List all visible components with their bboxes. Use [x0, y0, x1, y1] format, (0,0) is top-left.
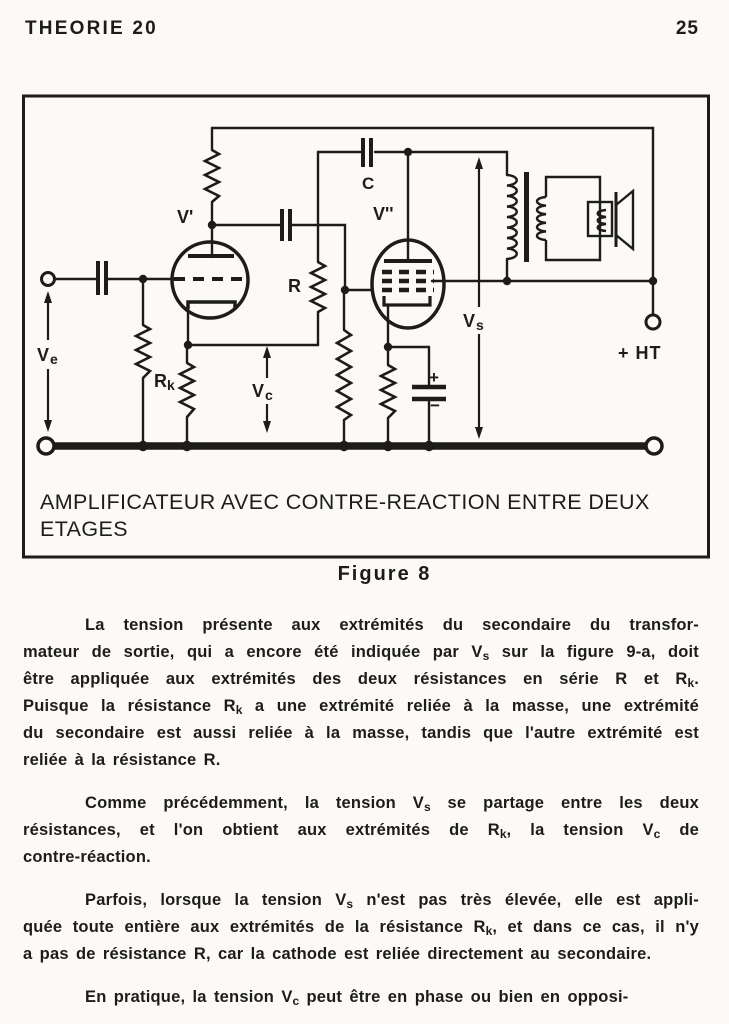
page-header-title: THEORIE 20 [25, 18, 158, 39]
diagram-labels [37, 174, 662, 415]
cathode-resistor [381, 365, 395, 418]
paragraph [23, 887, 699, 968]
text-line: La tension présente aux extrémités du secondaire du transfor- [85, 616, 699, 634]
minus-sign: − [430, 396, 440, 415]
text-line: mateur de sortie, qui a encore été indiquée par $V_s$ sur la figure 9-a, doit [23, 643, 699, 663]
ground-bus [54, 441, 646, 451]
label-rk: R [154, 371, 167, 391]
paragraph [23, 612, 699, 774]
text-line: En pratique, la tension $V_c$ peut être en phase ou bien en opposi- [85, 988, 629, 1008]
text-line: a pas de résistance R, car la cathode est reliée directement au secondaire. [23, 945, 652, 963]
label-r: R [288, 276, 301, 296]
figure-caption [40, 489, 650, 543]
label-ve-sub: e [50, 351, 58, 367]
paragraph [23, 790, 699, 871]
figure-label: Figure 8 [337, 563, 432, 585]
plate-resistor [205, 150, 219, 202]
ht-terminal [646, 315, 660, 329]
secondary-winding [537, 197, 546, 240]
tube-v-prime [172, 242, 248, 318]
figure-caption-line1: AMPLIFICATEUR AVEC CONTRE-REACTION ENTRE DEUX [40, 490, 650, 514]
label-ve: V [37, 345, 50, 365]
input-coupling-capacitor [98, 261, 106, 295]
label-ht: + HT [618, 343, 662, 363]
capacitors [98, 138, 446, 399]
figure-caption-line2: ETAGES [40, 517, 129, 541]
junction-dots [139, 148, 657, 351]
terminals [38, 273, 662, 455]
ground-terminal-right [646, 438, 662, 454]
grid-resistor [136, 325, 150, 378]
label-v-double-prime: V'' [373, 204, 394, 224]
label-vc-sub: c [265, 387, 273, 403]
plus-sign: + [429, 368, 439, 387]
resistors [136, 150, 395, 420]
label-vs: V [463, 311, 476, 331]
text-line: Comme précédemment, la tension $V_s$ se partage entre les deux [85, 794, 699, 814]
r-resistor [311, 262, 325, 312]
paragraph [23, 984, 699, 1011]
output-transformer [507, 172, 600, 262]
cathode-bypass-capacitor [412, 387, 446, 399]
label-vc: V [252, 381, 265, 401]
label-v-prime: V' [177, 207, 194, 227]
page-number: 25 [675, 18, 699, 39]
text-line: reliée à la résistance R. [23, 751, 221, 769]
speaker-icon [588, 191, 633, 249]
primary-winding [507, 175, 517, 259]
label-c: C [362, 174, 375, 193]
secondary-loop [546, 177, 600, 260]
text-line: être appliquée aux extrémités des deux résistances en série R et $R_k$. [23, 670, 699, 690]
label-vs-sub: s [476, 317, 484, 333]
feedback-capacitor-c [363, 138, 371, 167]
text-line: du secondaire est aussi reliée à la masse, tandis que l'autre extrémité est [23, 724, 699, 742]
text-line: Parfois, lorsque la tension $V_s$ n'est pas très élevée, elle est appli- [85, 891, 699, 911]
text-line: contre-réaction. [23, 848, 151, 866]
body-text [23, 612, 699, 1024]
rk-resistor [180, 363, 194, 417]
ground-terminal-left [38, 438, 54, 454]
figure-border [24, 96, 709, 557]
text-line: résistances, et l'on obtient aux extrémités de $R_k$, la tension $V_c$ de [23, 821, 699, 841]
text-line: Puisque la résistance $R_k$ a une extrémité reliée à la masse, une extrémité [23, 697, 699, 717]
text-line: quée toute entière aux extrémités de la résistance $R_k$, et dans ce cas, il n'y [23, 918, 699, 938]
vs-arrow [475, 157, 483, 439]
interstage-coupling-capacitor [282, 209, 290, 241]
label-rk-sub: k [167, 377, 175, 393]
input-terminal [42, 273, 55, 286]
grid-leak-resistor [337, 330, 351, 420]
circuit-wires [54, 128, 653, 443]
